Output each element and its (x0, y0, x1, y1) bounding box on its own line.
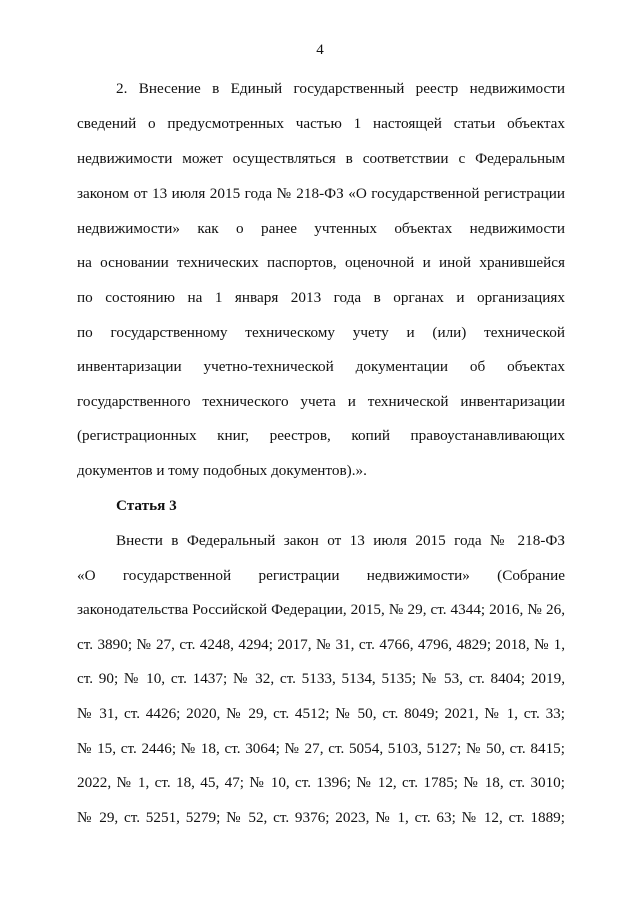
paragraph-line: инвентаризации учетно-технической документации об объектах (77, 358, 565, 375)
article-line: 2022, № 1, ст. 18, 45, 47; № 10, ст. 1396; № 12, ст. 1785; № 18, ст. 3010; (77, 774, 565, 791)
article-line: ст. 3890; № 27, ст. 4248, 4294; 2017, № 31, ст. 4766, 4796, 4829; 2018, № 1, (77, 636, 565, 653)
article-line: Внести в Федеральный закон от 13 июля 2015 года № 218-ФЗ (116, 532, 565, 549)
article-line: ст. 90; № 10, ст. 1437; № 32, ст. 5133, 5134, 5135; № 53, ст. 8404; 2019, (77, 670, 565, 687)
paragraph-line: государственного технического учета и технической инвентаризации (77, 393, 565, 410)
paragraph-line: (регистрационных книг, реестров, копий правоустанавливающих (77, 427, 565, 444)
page-number: 4 (316, 42, 324, 58)
paragraph-line: 2. Внесение в Единый государственный реестр недвижимости (116, 80, 565, 97)
paragraph-line: законом от 13 июля 2015 года № 218-ФЗ «О государственной регистрации (77, 185, 565, 202)
article-line: «О государственной регистрации недвижимости» (Собрание (77, 567, 565, 584)
article-line: № 29, ст. 5251, 5279; № 52, ст. 9376; 2023, № 1, ст. 63; № 12, ст. 1889; (77, 809, 565, 826)
paragraph-line: документов и тому подобных документов).». (77, 462, 367, 479)
article-line: законодательства Российской Федерации, 2015, № 29, ст. 4344; 2016, № 26, (77, 601, 565, 618)
article-line: № 31, ст. 4426; 2020, № 29, ст. 4512; № 50, ст. 8049; 2021, № 1, ст. 33; (77, 705, 565, 722)
paragraph-line: по государственному техническому учету и (или) технической (77, 324, 565, 341)
paragraph-line: недвижимости» как о ранее учтенных объектах недвижимости (77, 220, 565, 237)
article-heading: Статья 3 (116, 497, 177, 514)
paragraph-line: на основании технических паспортов, оценочной и иной хранившейся (77, 254, 565, 271)
paragraph-line: по состоянию на 1 января 2013 года в органах и организациях (77, 289, 565, 306)
article-line: № 15, ст. 2446; № 18, ст. 3064; № 27, ст. 5054, 5103, 5127; № 50, ст. 8415; (77, 740, 565, 757)
paragraph-line: недвижимости может осуществляться в соответствии с Федеральным (77, 150, 565, 167)
paragraph-line: сведений о предусмотренных частью 1 настоящей статьи объектах (77, 115, 565, 132)
